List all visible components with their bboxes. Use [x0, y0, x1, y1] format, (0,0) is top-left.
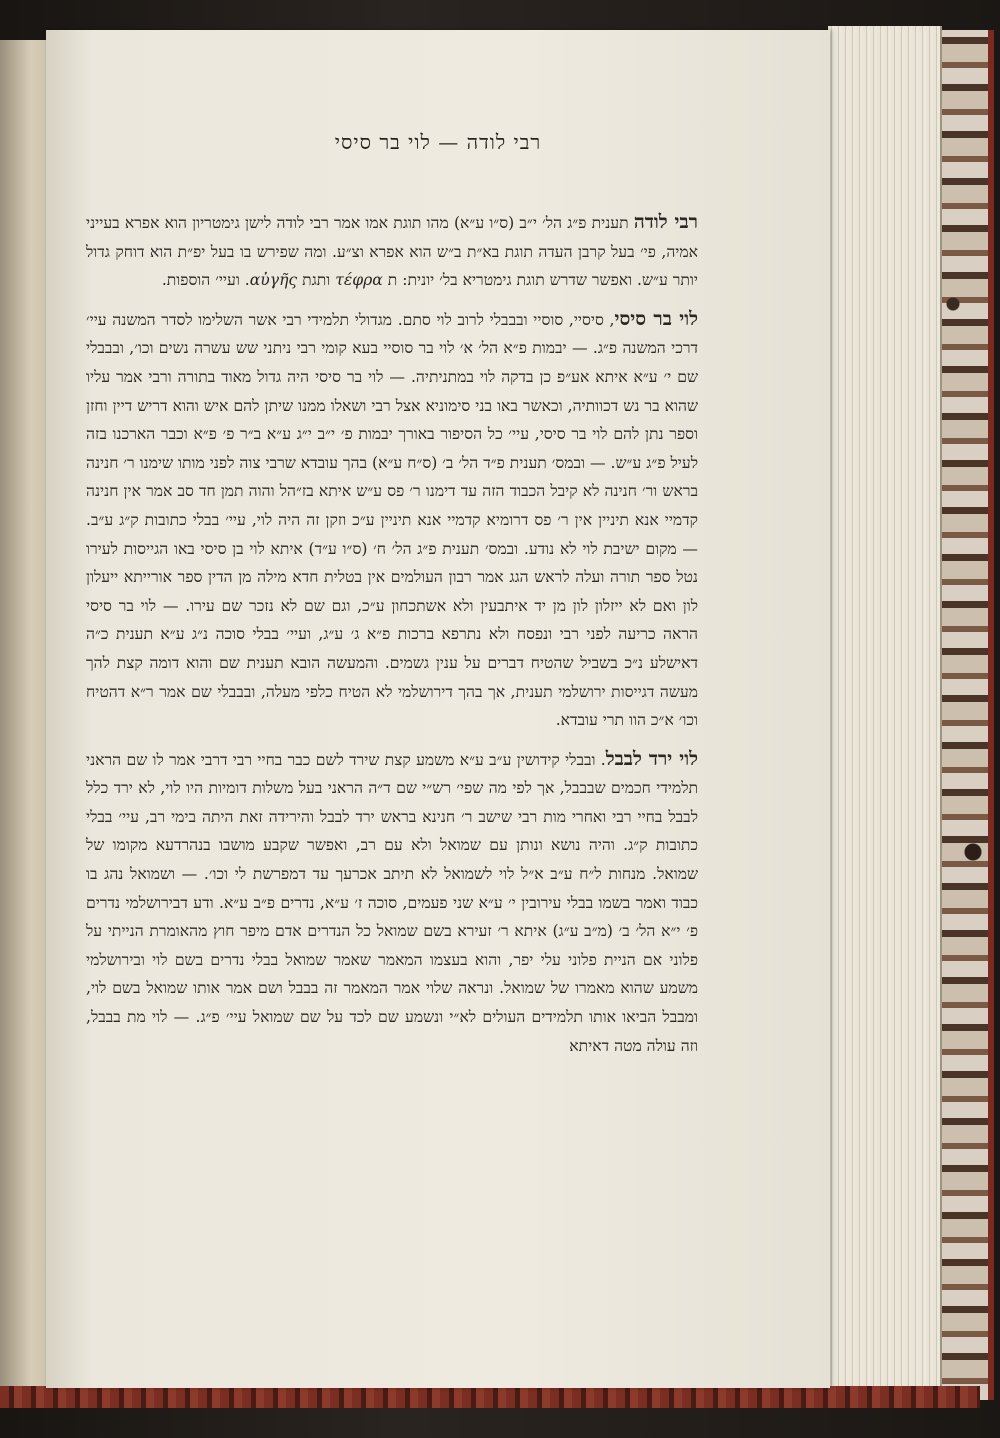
entry-text: , סיסיי, סוסיי ובבבלי לרוב לוי סתם. מגדולי תלמידי רבי אשר השלימו לסדר המשנה עיי׳ דרכי המשנה פ״ג. — יבמות פ״א הל׳ א׳ לוי בר סוסיי בעא קומי רבי ניתני שש עשרה נשים וכו׳, ובבבלי שם י׳ ע״א איתא אע״פ כן בדקה לוי במתניתיה. — לוי בר סיסי היה גדול מאוד בתורה ורבי אמר עליו שהוא בר נש דכוותיה, וכאשר באו בני סימוניא אצל רבי ושאלו ממנו שיתן להם איש והוא דריש דיין וחזן וספר נתן להם לוי בר סיסי, עיי׳ כל הסיפור באורך יבמות פ׳ י״ב י״ג ע״א ב״ר פ׳ פ״א וכבר הארכנו בזה לעיל פ״ג ע״ש. — ובמס׳ תענית פ״ד הל׳ ב׳ (ס״ח ע״א) בהך עובדא שרבי צוה לפני מותו שימנו ר׳ חנינה בראש ור׳ חנינה לא קיבל הכבוד הזה עד דימנו ר׳ פס ע״ש איתא בז״הל והוה תמן חד סב אמר אין חנינה קדמיי אנא תיניין אין ר׳ פס דרומיא קדמיי אנא תיניין ע״כ וזקן זה היה לוי, עיי׳ בבלי כתובות ק״ג ע״ב. — מקום ישיבת לוי לא נודע. ובמס׳ תענית פ״ג הל׳ ח׳ (ס״ו ע״ד) איתא לוי בן סיסי באו הגייסות לעירו נטל ספר תורה ועלה לראש הגג אמר רבון העולמים אין בטלית חדא מילה מן הדין ספר אורייתא ייעלון לון ואם לא ייזלון לון מן יד איתבעין ולא אשתכחון ע״כ, וגם שם לא נזכר שם עירו. — לוי בר סיסי הראה כריעה לפני רבי ונפסח ולא נתרפא ברכות פ״א ג׳ ע״ג, ועיי׳ בבלי סוכה נ״ג ע״א תענית כ״ה דאישלע נ״כ בשביל שהטיח דברים על ענין גשמים. והמעשה הובא תענית שם והוא דומה קצת להך מעשה דגייסות ירושלמי תענית, אך בהך דירושלמי לא הטיח כלפי מעלה, ובבבלי שם אמר ר״א דהטיח וכו׳ א״כ הוו תרי עובדא.	[86, 310, 698, 730]
entry-text: . ובבלי קידושין ע״ב ע״א משמע קצת שירד לשם כבר בחיי רבי דרבי אמר לו שם הראני תלמידי חכמים שבבבל, אך לפי מה שפי׳ רש״י שם ד״ה הראני בעל משלות דומיות היו לוי, לא ירד כלל לבבל בחיי רבי ואחרי מות רבי שישב ר׳ חנינא בראש ירד לבבל והירידה זאת היתה בימי רב, עיי׳ בבלי כתובות ק״ג. והיה נושא ונותן עם שמואל ולא עם רב, ואפשר שקבע מושבו בנהרדעא מקומו של שמואל. מנחות ל״ח ע״ב א״ל לוי לשמואל לא תיתב אכרעך עד דמפרשת לי וכו׳. — ושמואל נהג בו כבוד ואמר בשמו בבלי עירובין י׳ ע״א שני פעמים, סוכה ז׳ ע״א, נדרים פ״ב ע״א. ודע דבירושלמי נדרים פ׳ י״א הל׳ ב׳ (מ״ב ע״ג) איתא ר׳ זעירא בשם שמואל כל הנדרים אדם מיפר חוץ מהאומרת הנייתי על פלוני אם הניית פלוני עלי יפר, והוא בעצמו המאמר שאמר שמואל בבלי נדרים בשם לוי ובירושלמי משמע שהוא מאמרו של שמואל. ונראה שלוי אמר המאמר זה בבבל ושם אמר אותו שמואל בשם לוי, ומבבל הביאו אותו תלמידים העולים לא״י ונשמע שם לכד על שם שמואל עיי׳ פ״ג. — לוי מת בבבל, וזה עולה מטה דאיתא	[86, 750, 698, 1055]
book-page	[46, 30, 830, 1388]
page-stack-edge	[828, 26, 942, 1391]
cover-bottom-edge	[0, 1386, 980, 1408]
running-head: רבי לודה — לוי בר סיסי	[334, 130, 542, 154]
marbled-cover-edge	[935, 30, 994, 1400]
text-block	[86, 208, 698, 1070]
entry-text-mid: ותגת	[297, 271, 336, 290]
entry-lead: לוי ירד לבבל	[605, 747, 698, 770]
greek-word: τέφρα	[335, 271, 383, 290]
paragraph-rabbi-luda	[86, 208, 698, 295]
paragraph-levi-babylon	[86, 745, 698, 1061]
entry-lead: לוי בר סיסי	[614, 307, 699, 330]
greek-word: αὐγῆς	[249, 271, 298, 290]
entry-lead: רבי לודה	[633, 211, 698, 233]
entry-text: תענית פ״ג הל׳ י״ב (ס״ו ע״א) מהו תוגת אמו אמר רבי לודה לישן גימטריון הוא אפרא בעייני אמיה, פי׳ בעל קרבן העדה תוגת בא״ת ב״ש הוא אפרא וצ״ע. ומה שפירש בו בעל יפ״ת הוא דוחק גדול יותר ע״ש. ואפשר שדרש תוגת גימטריא בל׳ יונית: ת	[86, 214, 698, 290]
entry-text-tail: . ועיי׳ הוספות.	[161, 271, 250, 290]
paragraph-levi-bar-sisi	[86, 305, 698, 735]
